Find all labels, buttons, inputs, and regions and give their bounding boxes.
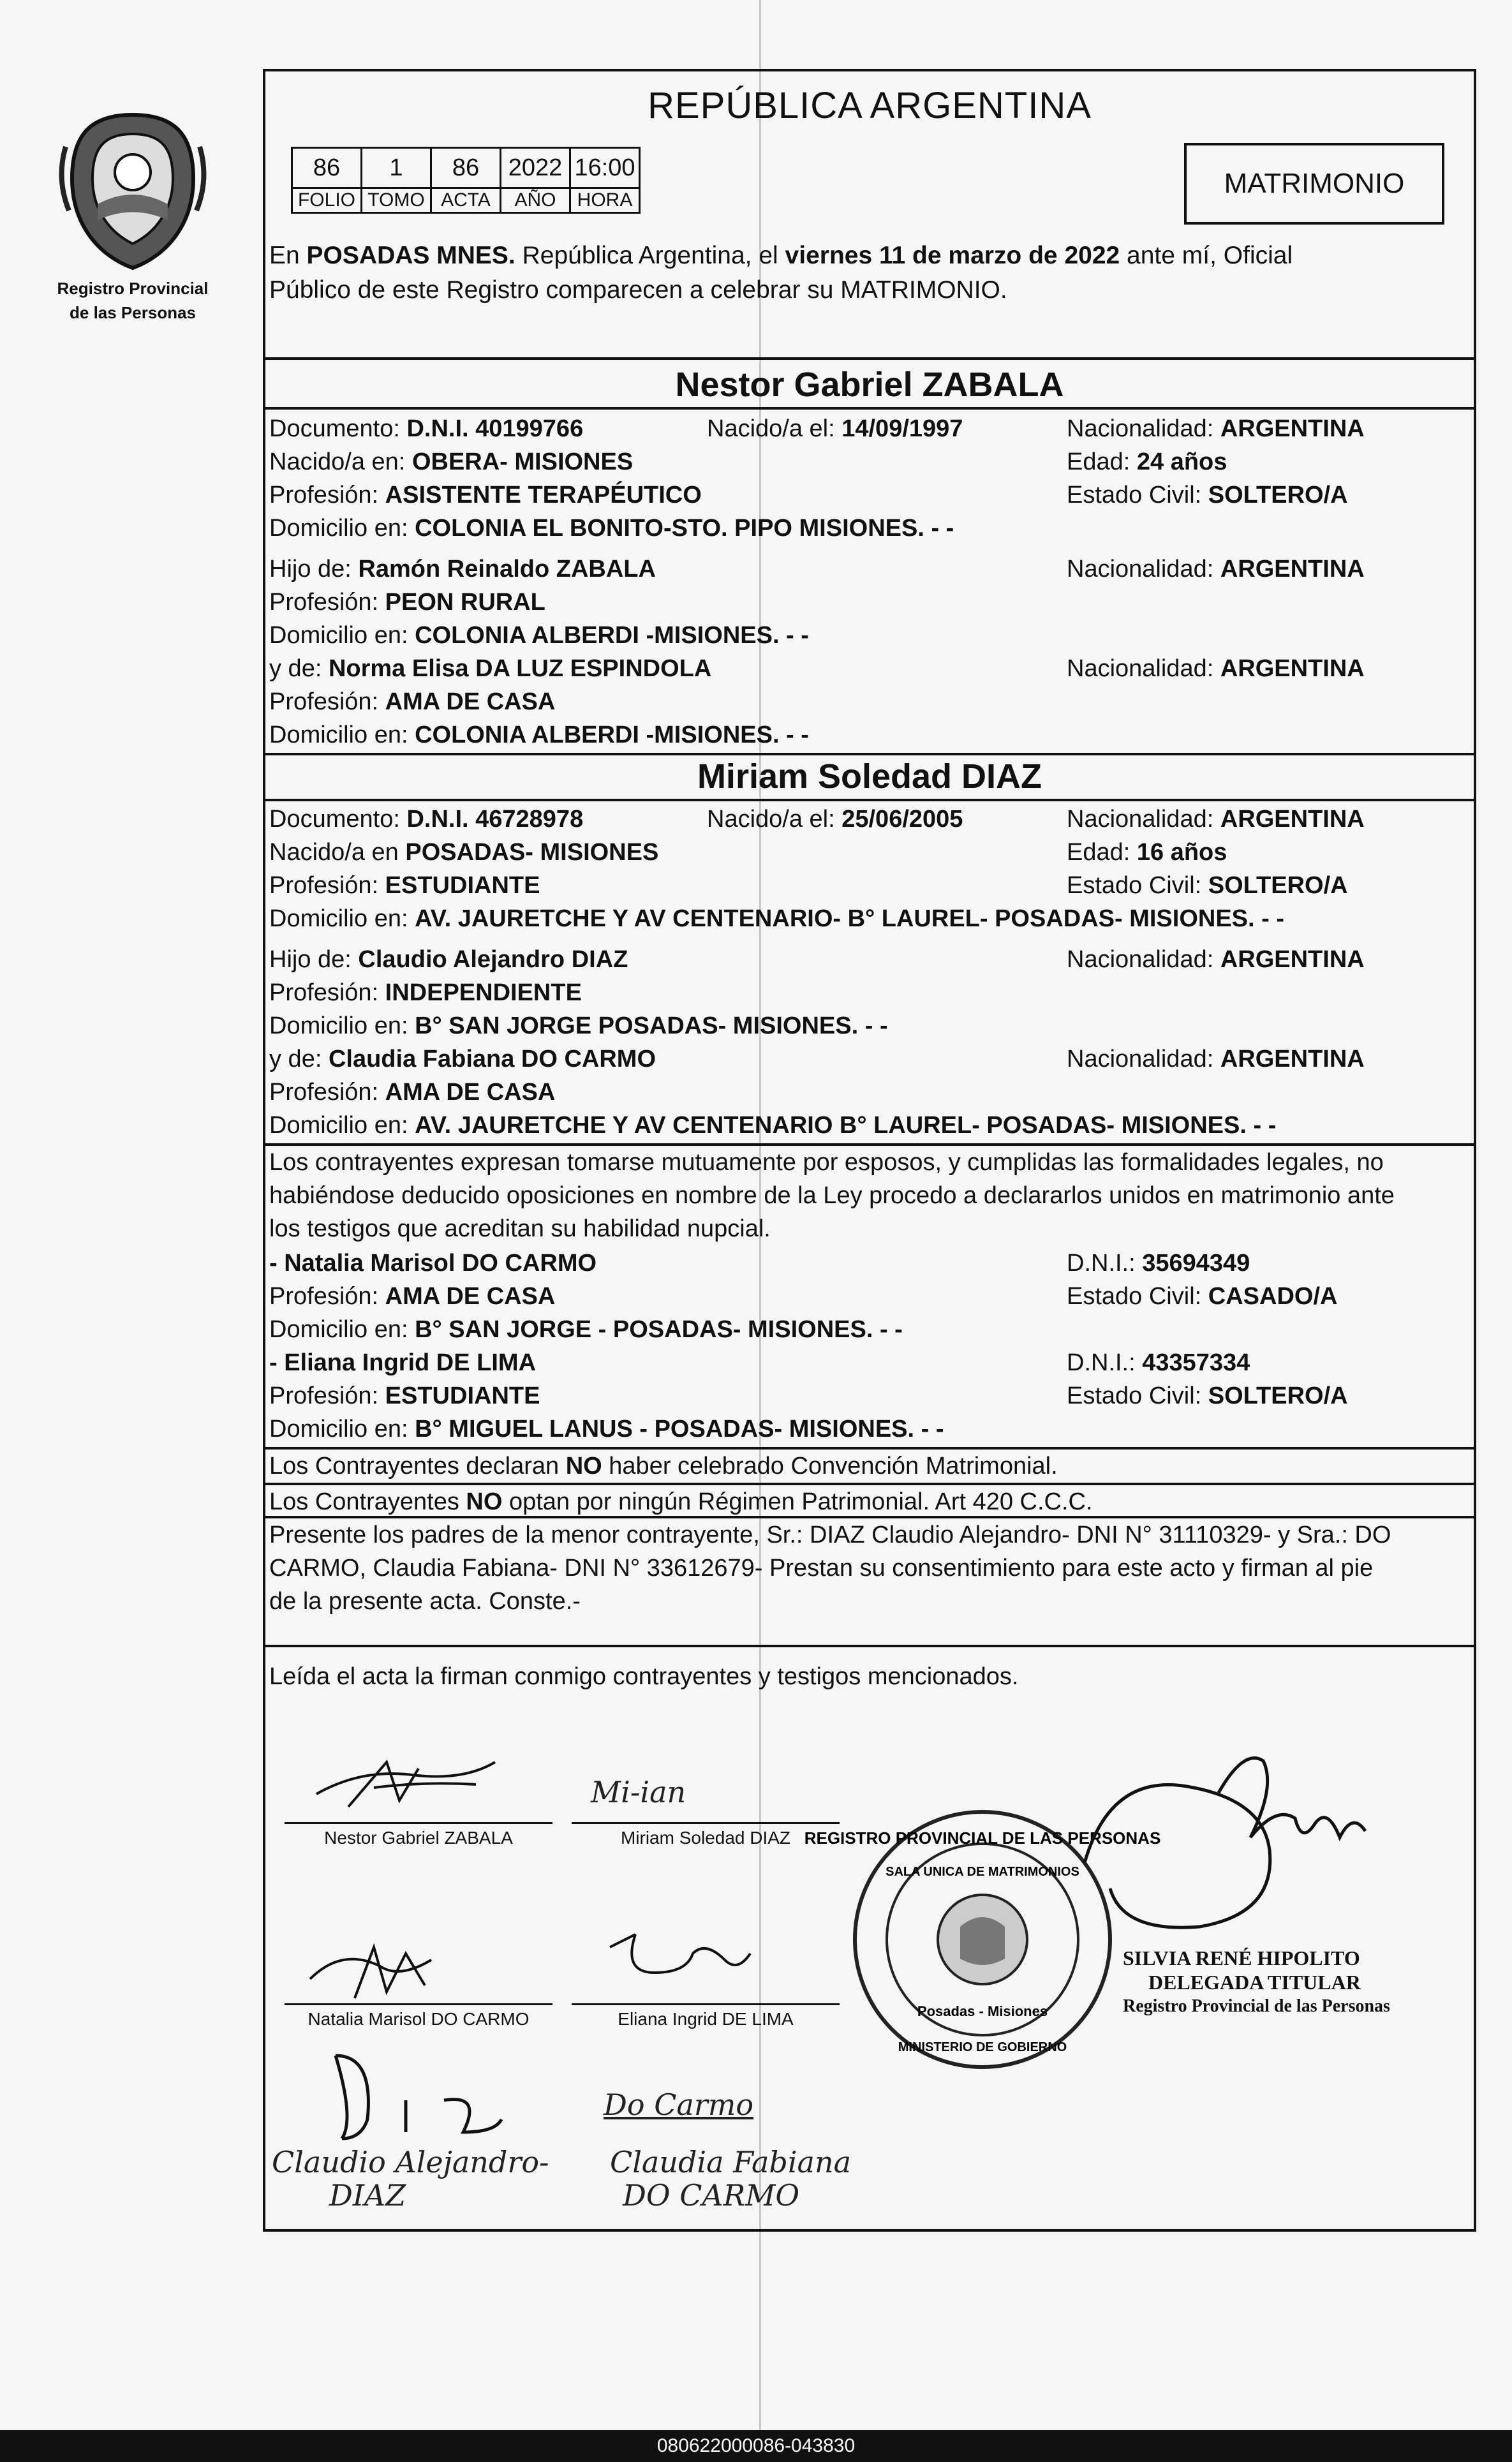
misiones-coat-of-arms-icon	[53, 108, 212, 274]
anio-label: AÑO	[501, 188, 570, 213]
spouse1-mother: y de: Norma Elisa DA LUZ ESPINDOLA Nacionalidad: ARGENTINA	[269, 655, 1365, 682]
divider	[265, 799, 1474, 801]
official-stamp-text	[1123, 1946, 1390, 2019]
spouse2-row-4: Domicilio en: AV. JAURETCHE Y AV CENTENARIO- B° LAUREL- POSADAS- MISIONES. - -	[269, 905, 1285, 932]
declaration-line-2: habiéndose deducido oposiciones en nombre de la Ley procedo a declararlos unidos en matrimonio ante	[269, 1182, 1395, 1209]
registry-table	[291, 147, 641, 214]
official-name: SILVIA RENÉ HIPOLITO	[1123, 1947, 1360, 1969]
signature-witness1: Natalia Marisol DO CARMO	[285, 2003, 552, 2029]
logo-caption-2: de las Personas	[70, 303, 196, 322]
spouse2-father: Hijo de: Claudio Alejandro DIAZ Nacionalidad: ARGENTINA	[269, 946, 1365, 973]
spouse2-row-1: Documento: D.N.I. 46728978 Nacido/a el: 25/06/2005 Nacionalidad: ARGENTINA	[269, 806, 1365, 833]
spouse1-father-home: Domicilio en: COLONIA ALBERDI -MISIONES. - -	[269, 622, 809, 649]
handwritten-father-2: DIAZ	[329, 2178, 406, 2213]
signature-spouse1: Nestor Gabriel ZABALA	[285, 1822, 552, 1848]
tomo-value: 1	[362, 148, 431, 188]
spouse2-row-2: Nacido/a en POSADAS- MISIONES Edad: 16 años	[269, 839, 1227, 866]
acta-value: 86	[431, 148, 501, 188]
handwritten-father-1: Claudio Alejandro-	[272, 2145, 549, 2179]
signature-scribble-witness1	[304, 1934, 463, 2005]
spouse1-row-3: Profesión: ASISTENTE TERAPÉUTICO Estado Civil: SOLTERO/A	[269, 482, 1348, 508]
consent-line-3: de la presente acta. Conste.-	[269, 1588, 581, 1615]
document-barcode-number: 080622000086-043830	[0, 2430, 1512, 2462]
signature-spouse2: Miriam Soledad DIAZ	[572, 1822, 840, 1848]
stamp-inner-text: SALA UNICA DE MATRIMONIOS	[886, 1865, 1079, 1879]
spouse1-mother-home: Domicilio en: COLONIA ALBERDI -MISIONES. - -	[269, 722, 809, 748]
spouse2-mother-prof: Profesión: AMA DE CASA	[269, 1079, 556, 1106]
registry-logo	[31, 108, 235, 323]
declaration-line-3: los testigos que acreditan su habilidad nupcial.	[269, 1215, 771, 1242]
witness1-row-1: - Natalia Marisol DO CARMO D.N.I.: 35694349	[269, 1250, 1250, 1277]
witness1-row-3: Domicilio en: B° SAN JORGE - POSADAS- MISIONES. - -	[269, 1316, 903, 1343]
anio-value: 2022	[501, 148, 570, 188]
spouse2-father-home: Domicilio en: B° SAN JORGE POSADAS- MISIONES. - -	[269, 1012, 888, 1039]
handwritten-spouse2: Mi-ian	[591, 1775, 686, 1809]
divider	[265, 1645, 1474, 1647]
consent-line-2: CARMO, Claudia Fabiana- DNI N° 33612679- Prestan su consentimiento para este acto y firman al pie	[269, 1555, 1374, 1582]
official-role: DELEGADA TITULAR	[1148, 1971, 1361, 1994]
convention-line-2: Los Contrayentes NO optan por ningún Régimen Patrimonial. Art 420 C.C.C.	[269, 1488, 1093, 1515]
logo-caption-1: Registro Provincial	[57, 279, 209, 298]
spouse1-father: Hijo de: Ramón Reinaldo ZABALA Nacionalidad: ARGENTINA	[269, 556, 1365, 582]
divider	[265, 407, 1474, 410]
spouse1-row-1: Documento: D.N.I. 40199766 Nacido/a el: 14/09/1997 Nacionalidad: ARGENTINA	[269, 415, 1365, 442]
handwritten-mother-2: DO CARMO	[623, 2178, 800, 2213]
witness2-row-2: Profesión: ESTUDIANTE Estado Civil: SOLTERO/A	[269, 1383, 1348, 1409]
handwritten-mother-0: Do Carmo	[604, 2088, 754, 2122]
stamp-outer-text: REGISTRO PROVINCIAL DE LAS PERSONAS	[804, 1828, 1161, 1848]
signature-scribble-official	[1072, 1723, 1391, 1952]
spouse2-mother-home: Domicilio en: AV. JAURETCHE Y AV CENTENARIO B° LAUREL- POSADAS- MISIONES. - -	[269, 1112, 1277, 1139]
spouse1-mother-prof: Profesión: AMA DE CASA	[269, 688, 556, 715]
folio-value: 86	[292, 148, 362, 188]
act-type-box: MATRIMONIO	[1184, 143, 1444, 225]
signature-scribble-spouse1	[310, 1749, 501, 1820]
stamp-bottom-text: Posadas - Misiones	[917, 2003, 1048, 2019]
tomo-label: TOMO	[362, 188, 431, 213]
spouse2-name: Miriam Soledad DIAZ	[697, 757, 1042, 796]
official-org: Registro Provincial de las Personas	[1123, 1996, 1390, 2016]
spouse2-mother: y de: Claudia Fabiana DO CARMO Nacionalidad: ARGENTINA	[269, 1046, 1365, 1072]
witness2-row-3: Domicilio en: B° MIGUEL LANUS - POSADAS- MISIONES. - -	[269, 1416, 944, 1442]
declaration-line-1: Los contrayentes expresan tomarse mutuamente por esposos, y cumplidas las formalidades legales, no	[269, 1149, 1384, 1176]
witness2-row-1: - Eliana Ingrid DE LIMA D.N.I.: 43357334	[269, 1349, 1250, 1376]
handwritten-mother-1: Claudia Fabiana	[610, 2145, 852, 2179]
intro-line-1: En POSADAS MNES. República Argentina, el viernes 11 de marzo de 2022 ante mí, Oficial	[269, 242, 1293, 269]
spouse1-father-prof: Profesión: PEON RURAL	[269, 589, 545, 616]
consent-line-1: Presente los padres de la menor contrayente, Sr.: DIAZ Claudio Alejandro- DNI N° 31110329- y Sra.: DO	[269, 1522, 1391, 1548]
divider	[265, 357, 1474, 360]
hora-value: 16:00	[570, 148, 640, 188]
intro-line-2: Público de este Registro comparecen a celebrar su MATRIMONIO.	[269, 276, 1007, 304]
witness1-row-2: Profesión: AMA DE CASA Estado Civil: CASADO/A	[269, 1283, 1338, 1310]
page-title: REPÚBLICA ARGENTINA	[648, 85, 1092, 126]
spouse2-row-3: Profesión: ESTUDIANTE Estado Civil: SOLTERO/A	[269, 872, 1348, 899]
spouse1-row-4: Domicilio en: COLONIA EL BONITO-STO. PIPO MISIONES. - -	[269, 515, 954, 542]
signature-scribble-father	[316, 2043, 508, 2151]
convention-line-1: Los Contrayentes declaran NO haber celebrado Convención Matrimonial.	[269, 1453, 1058, 1479]
signature-witness2: Eliana Ingrid DE LIMA	[572, 2003, 840, 2029]
spouse1-name: Nestor Gabriel ZABALA	[675, 366, 1064, 404]
hora-label: HORA	[570, 188, 640, 213]
signature-scribble-witness2	[597, 1922, 757, 1992]
folio-label: FOLIO	[292, 188, 362, 213]
acta-label: ACTA	[431, 188, 501, 213]
spouse2-father-prof: Profesión: INDEPENDIENTE	[269, 979, 582, 1006]
spouse1-row-2: Nacido/a en: OBERA- MISIONES Edad: 24 años	[269, 449, 1227, 475]
divider	[265, 753, 1474, 755]
closing-text: Leída el acta la firman conmigo contrayentes y testigos mencionados.	[269, 1663, 1019, 1690]
stamp-ministry-text: MINISTERIO DE GOBIERNO	[898, 2040, 1067, 2054]
